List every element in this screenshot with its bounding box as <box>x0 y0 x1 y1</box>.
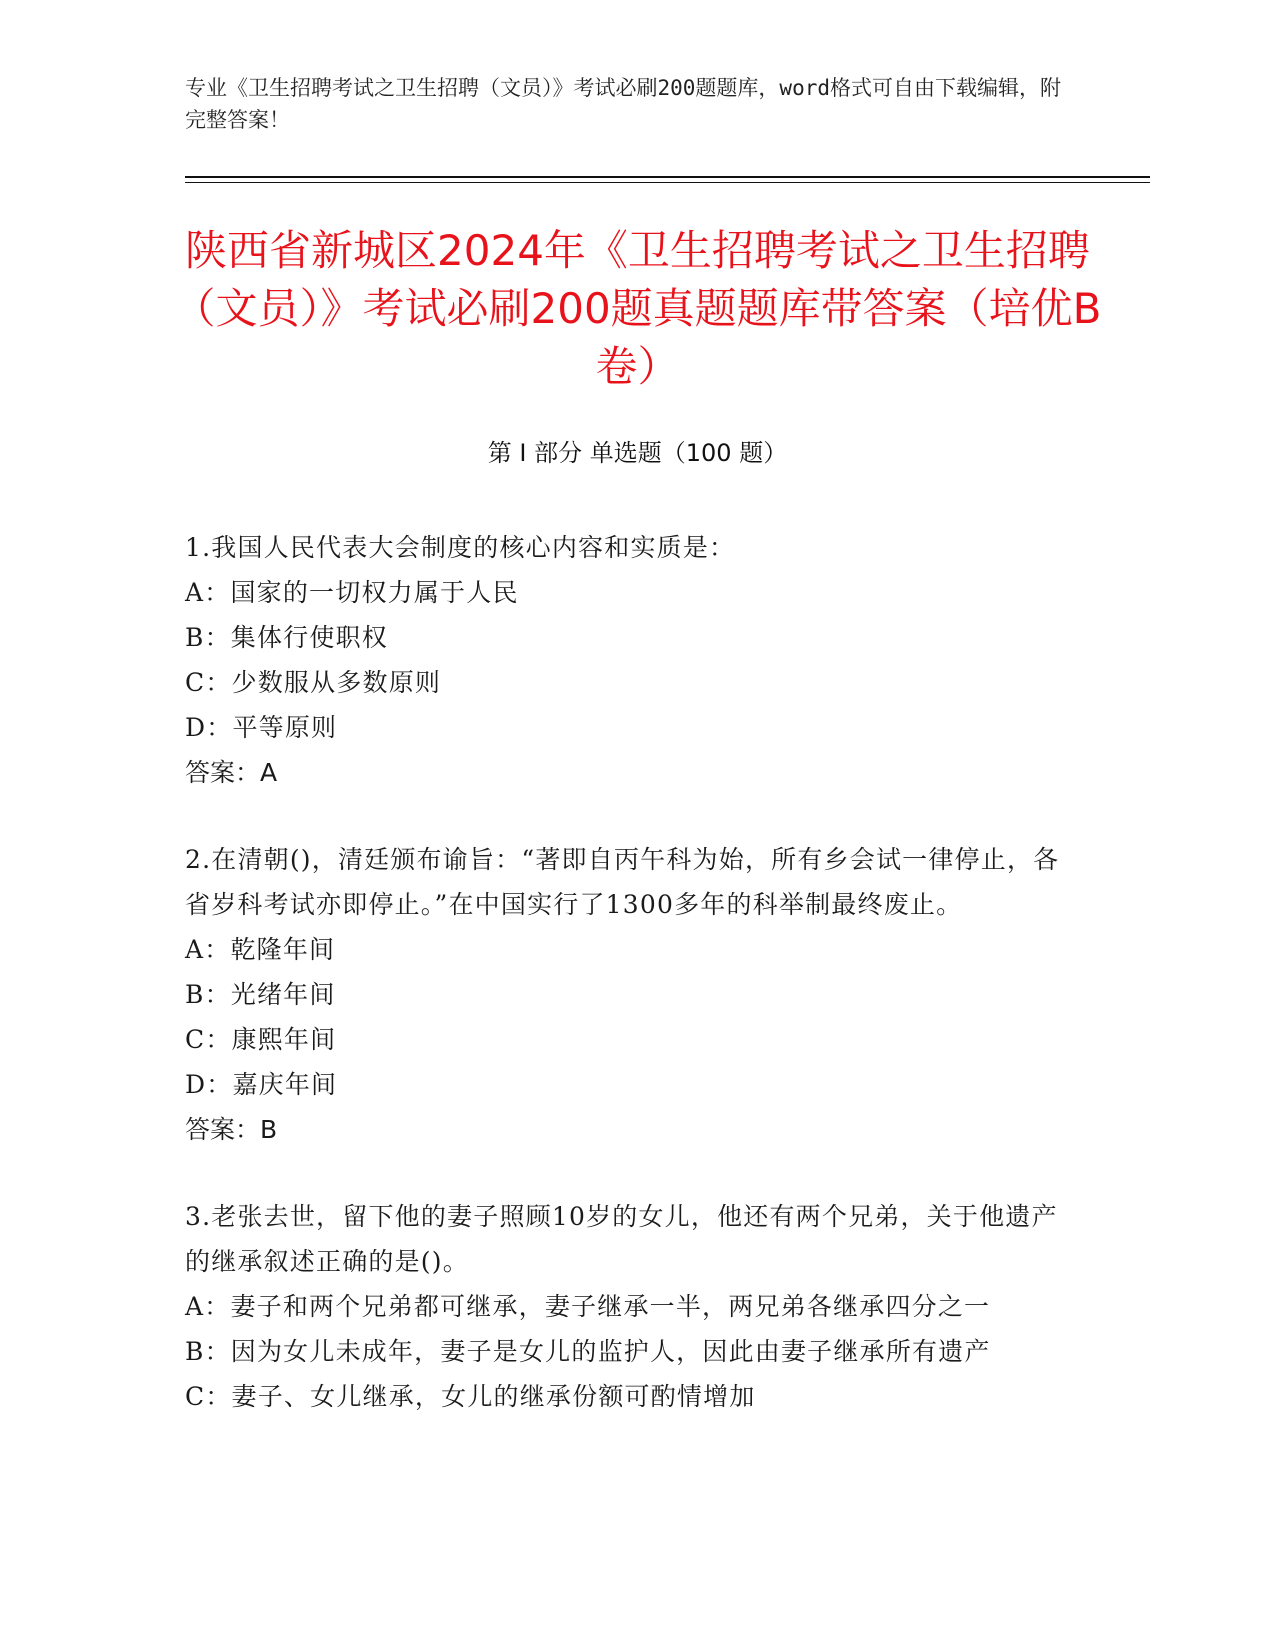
option-b: B：因为女儿未成年，妻子是女儿的监护人，因此由妻子继承所有遗产 <box>185 1337 991 1366</box>
header-divider-thin <box>185 182 1150 183</box>
question-stem: 1.我国人民代表大会制度的核心内容和实质是： <box>185 533 736 562</box>
header-note: 专业《卫生招聘考试之卫生招聘（文员）》考试必刷200题题库，word格式可自由下载编辑，附完整答案！ <box>185 76 1061 132</box>
header-divider-thick <box>185 176 1150 178</box>
option-c: C：康熙年间 <box>185 1025 337 1054</box>
option-a: A：妻子和两个兄弟都可继承，妻子继承一半，两兄弟各继承四分之一 <box>185 1292 991 1321</box>
option-c: C：少数服从多数原则 <box>185 668 442 697</box>
answer-line: 答案：A <box>185 758 278 787</box>
option-d: D：嘉庆年间 <box>185 1070 338 1099</box>
section-heading: 第 I 部分 单选题（100 题） <box>487 439 788 467</box>
question-1 <box>185 525 1075 795</box>
document-title: 陕西省新城区2024年《卫生招聘考试之卫生招聘（文员）》考试必刷200题真题题库带答案（培优B卷） <box>173 226 1102 391</box>
option-d: D：平等原则 <box>185 713 338 742</box>
option-a: A：乾隆年间 <box>185 935 336 964</box>
question-stem: 2.在清朝()，清廷颁布谕旨：“著即自丙午科为始，所有乡会试一律停止，各省岁科考试亦即停止。”在中国实行了1300多年的科举制最终废止。 <box>185 845 1060 919</box>
question-3 <box>185 1194 1075 1419</box>
option-b: B：集体行使职权 <box>185 623 388 652</box>
question-list <box>185 525 1075 1461</box>
question-2 <box>185 837 1075 1152</box>
option-a: A：国家的一切权力属于人民 <box>185 578 519 607</box>
question-stem: 3.老张去世，留下他的妻子照顾10岁的女儿，他还有两个兄弟，关于他遗产的继承叙述正确的是()。 <box>185 1202 1058 1276</box>
option-b: B：光绪年间 <box>185 980 336 1009</box>
answer-line: 答案：B <box>185 1115 278 1144</box>
option-c: C：妻子、女儿继承，女儿的继承份额可酌情增加 <box>185 1382 756 1411</box>
